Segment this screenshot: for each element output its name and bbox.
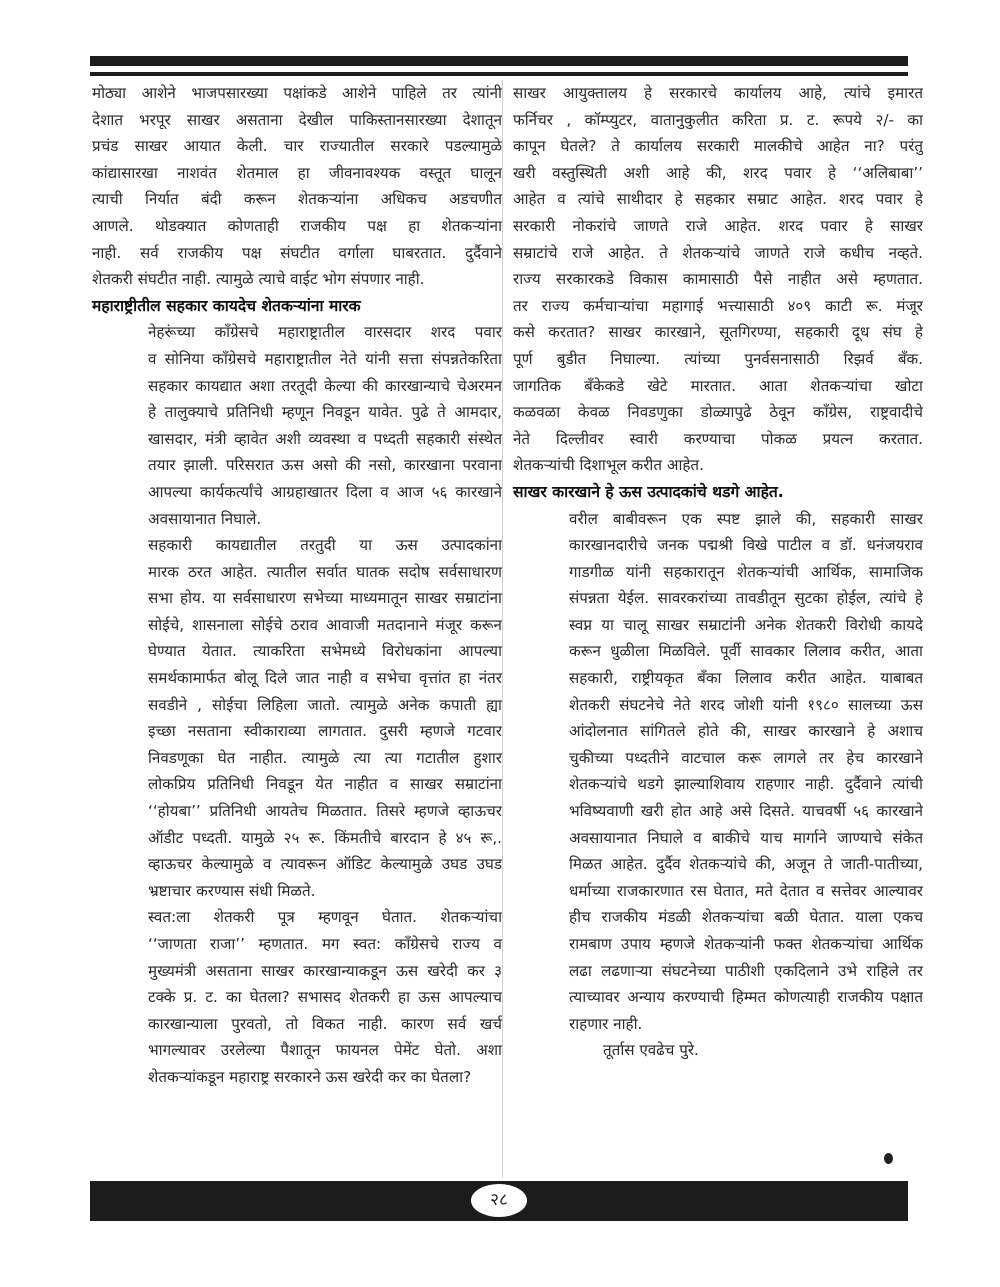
text-line: त्याची निर्यात बंदी करून शेतकऱ्यांना अधिकच अडचणीत xyxy=(92,190,502,209)
paragraph xyxy=(92,532,502,904)
text-line: शेतकऱ्यांचे थडगे झाल्याशिवाय राहणार नाही. दुर्दैवाने त्यांची xyxy=(569,775,923,794)
text-line: टक्के प्र. ट. का घेतला? सभासद शेतकरी हा ऊस आपल्याच xyxy=(148,988,502,1007)
text-line: पूर्ण बुडीत निघाल्या. त्यांच्या पुनर्वसनासाठी रिझर्व बँक. xyxy=(513,349,923,368)
text-line: मुख्यमंत्री असताना साखर कारखान्याकडून ऊस खरेदी कर ३ xyxy=(148,961,502,980)
text-line: समर्थकामार्फत बोलू दिले जात नाही व सभेचा वृत्तांत हा नंतर xyxy=(148,669,502,688)
closing-line: तूर्तास एवढेच पुरे. xyxy=(603,1041,699,1060)
text-line: शेतकऱ्यांची दिशाभूल करीत आहेत. xyxy=(513,456,704,475)
text-line: त्याच्यावर अन्याय करण्याची हिम्मत कोणत्याही राजकीय पक्षात xyxy=(569,988,923,1007)
text-line: कळवळा केवळ निवडणुका डोळ्यापुढे ठेवून काँग्रेस, राष्ट्रवादीचे xyxy=(513,403,923,422)
text-line: कापून घेतले? ते कार्यालय सरकारी मालकीचे आहेत ना? परंतु xyxy=(513,137,923,156)
text-line: लोकप्रिय प्रतिनिधी निवडून येत नाहीत व साखर सम्राटांना xyxy=(148,775,502,794)
text-line: हे तालुक्याचे प्रतिनिधी म्हणून निवडून यावेत. पुढे ते आमदार, xyxy=(148,403,502,422)
text-line: कारखान्याला पुरवतो, तो विकत नाही. कारण सर्व खर्च xyxy=(148,1014,502,1033)
text-line: शेतकरी संघटीत नाही. त्यामुळे त्याचे वाईट भोग संपणार नाही. xyxy=(92,270,425,289)
text-line: गाडगीळ यांनी सहकारातून शेतकऱ्यांची आर्थिक, सामाजिक xyxy=(569,562,923,581)
text-line: ऑडीट पध्दती. यामुळे २५ रू. किंमतीचे बारदान हे ४५ रू,. xyxy=(148,828,502,847)
text-line: चुकीच्या पध्दतीने वाटचाल करू लागले तर हेच कारखाने xyxy=(569,748,923,767)
text-line: सहकार कायद्यात अशा तरतूदी केल्या की कारखान्याचे चेअरमन xyxy=(148,376,502,395)
text-line: आणले. थोडक्यात कोणताही राजकीय पक्ष हा शेतकऱ्यांना xyxy=(92,216,502,235)
text-line: तर राज्य कर्मचाऱ्यांचा महागाई भत्त्यासाठी ४०९ काटी रू. मंजूर xyxy=(513,296,923,315)
page-number: २८ xyxy=(471,1184,527,1217)
text-line: व सोनिया काँग्रेसचे महाराष्ट्रातील नेते यांनी सत्ता संपन्नतेकरिता xyxy=(148,349,502,368)
text-line: राहणार नाही. xyxy=(569,1014,643,1033)
text-line: सरकारी नोकरांचे जाणते राजे आहेत. शरद पवार हे साखर xyxy=(513,216,923,235)
text-line: मोठ्या आशेने भाजपसारख्या पक्षांकडे आशेने पाहिले तर त्यांनी xyxy=(92,84,502,102)
text-line: राज्य सरकारकडे विकास कामासाठी पैसे नाहीत असे म्हणतात. xyxy=(513,270,923,289)
text-line: निवडणूका घेत नाहीत. त्यामुळे त्या त्या गटातील हुशार xyxy=(148,748,502,767)
text-line: हीच राजकीय मंडळी शेतकऱ्यांचा बळी घेतात. याला एकच xyxy=(569,908,923,927)
text-line: मारक ठरत आहेत. त्यातील सर्वात घातक सदोष सर्वसाधारण xyxy=(148,562,502,581)
text-line: रामबाण उपाय म्हणजे शेतकऱ्यांनी फक्त शेतकऱ्यांचा आर्थिक xyxy=(569,935,923,953)
left-column xyxy=(92,80,502,1091)
text-line: देशात भरपूर साखर असताना देखील पाकिस्तानसारख्या देशातून xyxy=(92,110,502,129)
text-line: धर्माच्या राजकारणात रस घेतात, मते देतात व सत्तेवर आल्यावर xyxy=(569,881,923,900)
text-line: भ्रष्टाचार करण्यास संधी मिळते. xyxy=(148,881,316,900)
text-line: शेतकऱ्यांकडून महाराष्ट्र सरकारने ऊस खरेदी कर का घेतला? xyxy=(148,1067,472,1086)
header-rule-thick xyxy=(90,56,908,66)
text-line: सवडीने , सोईचा लिहिला जातो. त्यामुळे अनेक कपाती ह्या xyxy=(148,695,502,714)
text-line: खरी वस्तुस्थिती अशी आहे की, शरद पवार हे ‘‘अलिबाबा’’ xyxy=(513,163,923,182)
text-line: आंदोलनात सांगितले होते की, साखर कारखाने हे अशाच xyxy=(569,722,923,741)
text-line: सहकारी, राष्ट्रीयकृत बँका लिलाव करीत आहेत. याबाबत xyxy=(569,669,923,688)
text-line: ‘‘होयबा’’ प्रतिनिधी आयतेच मिळतात. तिसरे म्हणजे व्हाऊचर xyxy=(148,802,502,821)
section-heading: महाराष्ट्रीतील सहकार कायदेच शेतकऱ्यांना मारक xyxy=(92,296,361,315)
right-column xyxy=(513,80,923,1064)
text-line: व्हाऊचर केल्यामुळे व त्यावरून ऑडिट केल्यामुळे उघड उघड xyxy=(148,855,502,874)
text-line: फर्निचर , कॉम्प्युटर, वातानुकुलीत करिता प्र. ट. रूपये २/- का xyxy=(513,110,923,129)
text-line: नेते दिल्लीवर स्वारी करण्याचा पोकळ प्रयत्न करतात. xyxy=(513,429,923,448)
text-line: खासदार, मंत्री व्हावेत अशी व्यवस्था व पध्दती सहकारी संस्थेत xyxy=(148,429,502,448)
text-line: स्वप्न या चालू साखर सम्राटांनी अनेक शेतकरी विरोधी कायदे xyxy=(569,615,923,634)
text-line: शेतकरी संघटनेचे नेते शरद जोशी यांनी १९८० सालच्या ऊस xyxy=(569,695,923,714)
text-line: तयार झाली. परिसरात ऊस असो की नसो, कारखाना परवाना xyxy=(148,456,502,475)
text-line: कारखानदारीचे जनक पद्मश्री विखे पाटील व डॉ. धनंजयराव xyxy=(569,536,923,555)
text-line: अवसायानात निघाले. xyxy=(148,509,262,528)
section-heading: साखर कारखाने हे ऊस उत्पादकांचे थडगे आहेत. xyxy=(513,482,784,501)
text-line: मिळत आहेत. दुर्दैव शेतकऱ्यांचे की, अजून ते जाती-पातीच्या, xyxy=(569,855,923,874)
text-line: सोईचे, शासनाला सोईचे ठराव आवाजी मतदानाने मंजूर करून xyxy=(148,615,502,634)
text-line: संपन्नता येईल. सावरकरांच्या तावडीतून सुटका होईल, त्यांचे हे xyxy=(569,589,923,608)
text-line: स्वत:ला शेतकरी पूत्र म्हणवून घेतात. शेतकऱ्यांचा xyxy=(148,908,502,927)
text-line: ‘‘जाणता राजा’’ म्हणतात. मग स्वत: काँग्रेसचे राज्य व xyxy=(148,935,502,953)
text-line: जागतिक बँकेकडे खेटे मारतात. आता शेतकऱ्यांचा खोटा xyxy=(513,376,923,395)
text-line: अवसायानात निघाले व बाकीचे याच मार्गाने जाण्याचे संकेत xyxy=(569,828,923,847)
header-rule-thin xyxy=(90,72,908,76)
paragraph xyxy=(92,80,502,293)
text-line: नेहरूंच्या काँग्रेसचे महाराष्ट्रातील वारसदार शरद पवार xyxy=(148,323,502,342)
text-line: भागल्यावर उरलेल्या पैशातून फायनल पेमेंट घेतो. अशा xyxy=(148,1041,502,1060)
text-line: भविष्यवाणी खरी होत आहे असे दिसते. याचवर्षी ५६ कारखाने xyxy=(569,802,923,821)
paragraph xyxy=(513,506,923,1038)
text-line: लढा लढणाऱ्या संघटनेच्या पाठीशी एकदिलाने उभे राहिले तर xyxy=(569,961,923,980)
column-divider xyxy=(502,80,503,1178)
text-line: प्रचंड साखर आयात केली. चार राज्यातील सरकारे पडल्यामुळे xyxy=(92,137,502,156)
text-line: इच्छा नसताना स्वीकाराव्या लागतात. दुसरी म्हणजे गटवार xyxy=(148,722,502,741)
end-of-article-bullet-icon xyxy=(884,1153,893,1164)
text-line: वरील बाबीवरून एक स्पष्ट झाले की, सहकारी साखर xyxy=(569,509,923,528)
text-line: आहेत व त्यांचे साथीदार हे सहकार सम्राट आहेत. शरद पवार हे xyxy=(513,190,923,209)
text-line: सहकारी कायद्यातील तरतुदी या ऊस उत्पादकांना xyxy=(148,536,502,555)
paragraph xyxy=(92,904,502,1090)
text-line: सभा होय. या सर्वसाधारण सभेच्या माध्यमातून साखर सम्राटांना xyxy=(148,589,502,608)
text-line: नाही. सर्व राजकीय पक्ष संघटीत वर्गाला घाबरतात. दुर्दैवाने xyxy=(92,243,502,262)
paragraph xyxy=(513,80,923,479)
text-line: आपल्या कार्यकर्त्यांचे आग्रहाखातर दिला व आज ५६ कारखाने xyxy=(148,482,502,501)
text-line: कांद्यासारखा नाशवंत शेतमाल हा जीवनावश्यक वस्तूत घालून xyxy=(92,163,502,182)
text-line: करून धुळीला मिळविले. पूर्वी सावकार लिलाव करीत, आता xyxy=(569,642,923,661)
text-line: घेण्यात येतात. त्याकरिता सभेमध्ये विरोधकांना आपल्या xyxy=(148,642,502,661)
paragraph xyxy=(92,319,502,532)
text-line: कसे करतात? साखर कारखाने, सूतगिरण्या, सहकारी दूध संघ हे xyxy=(513,323,923,342)
text-line: सम्राटांचे राजे आहेत. ते शेतकऱ्यांचे जाणते राजे कधीच नव्हते. xyxy=(513,243,923,262)
text-line: साखर आयुक्तालय हे सरकारचे कार्यालय आहे, त्यांचे इमारत xyxy=(513,84,923,102)
